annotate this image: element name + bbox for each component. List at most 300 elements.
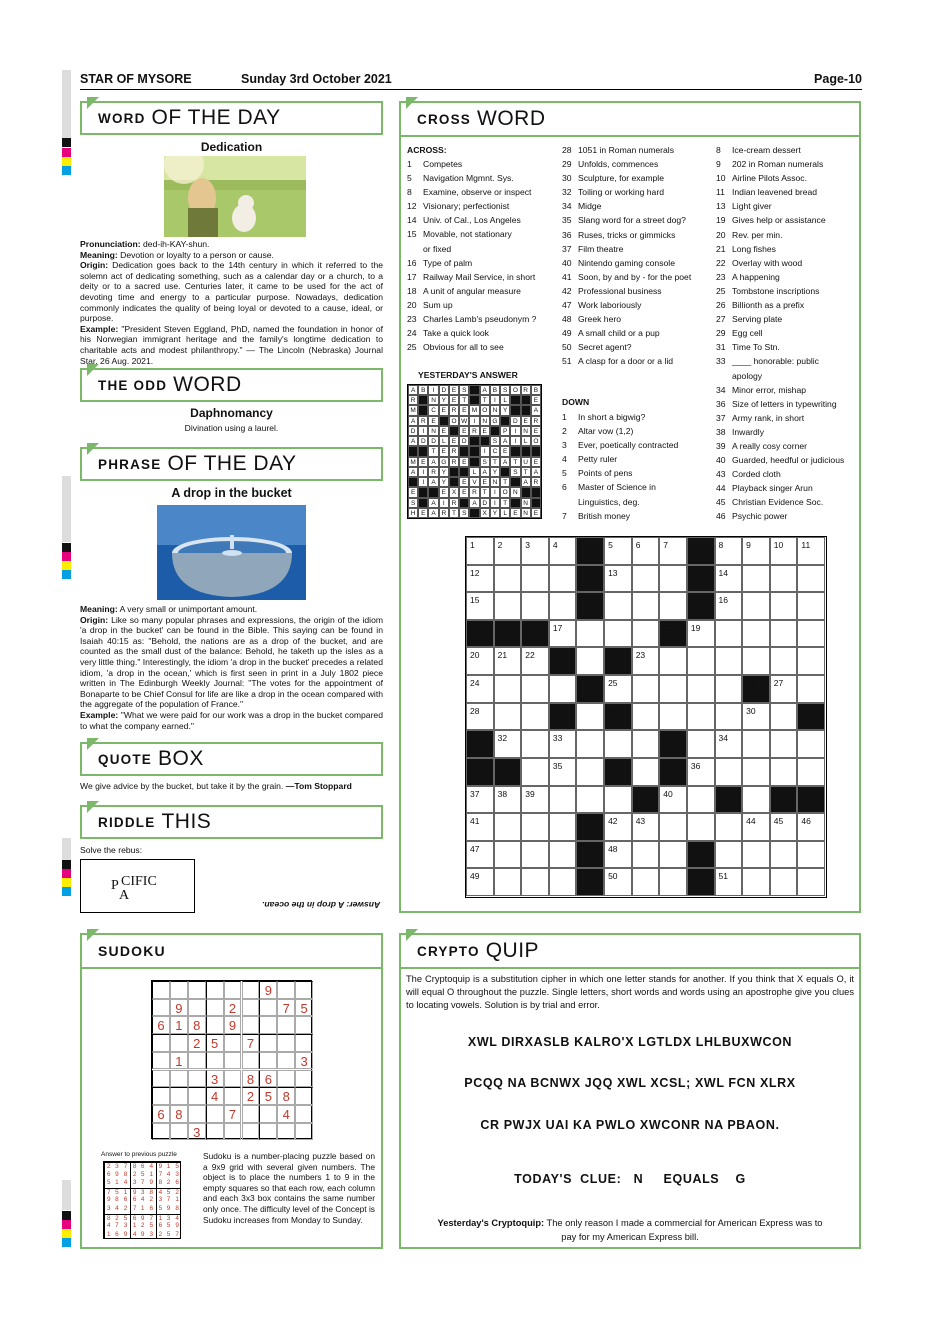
sudoku-cell[interactable]: 4 xyxy=(206,1087,224,1105)
crossword-cell[interactable] xyxy=(521,565,549,593)
sudoku-cell[interactable]: 5 xyxy=(206,1034,224,1052)
crossword-cell[interactable]: 46 xyxy=(797,813,825,841)
crossword-cell[interactable] xyxy=(742,730,770,758)
crossword-cell[interactable] xyxy=(797,620,825,648)
sudoku-cell[interactable] xyxy=(259,1016,277,1034)
crossword-cell[interactable] xyxy=(604,592,632,620)
crossword-cell[interactable] xyxy=(659,841,687,869)
answer-cell: P xyxy=(500,426,510,436)
crossword-cell[interactable] xyxy=(770,703,798,731)
sudoku-cell[interactable] xyxy=(295,1070,313,1088)
prev-sudoku-cell: 7 xyxy=(121,1162,130,1172)
crossword-cell[interactable]: 16 xyxy=(715,592,743,620)
crossword-cell[interactable]: 2 xyxy=(494,537,522,565)
crossword-cell[interactable] xyxy=(687,703,715,731)
crossword-cell[interactable] xyxy=(797,675,825,703)
sudoku-cell[interactable] xyxy=(277,1034,295,1052)
answer-cell: N xyxy=(490,405,500,415)
sudoku-cell[interactable]: 6 xyxy=(152,1016,170,1034)
crossword-cell[interactable]: 21 xyxy=(494,647,522,675)
crossword-cell[interactable] xyxy=(797,592,825,620)
across-clues-col1 xyxy=(407,157,536,354)
prev-sudoku-cell: 8 xyxy=(175,1205,179,1212)
sudoku-cell[interactable] xyxy=(259,1052,277,1070)
sudoku-cell[interactable] xyxy=(170,1070,188,1088)
crossword-cell[interactable] xyxy=(549,813,577,841)
crossword-cell[interactable]: 5 xyxy=(604,537,632,565)
crossword-cell[interactable]: 15 xyxy=(466,592,494,620)
sudoku-cell[interactable] xyxy=(224,1087,242,1105)
crossword-cell[interactable] xyxy=(549,786,577,814)
answer-cell: U xyxy=(521,457,531,467)
answer-cell xyxy=(439,416,449,426)
rebus-box: P CIFIC A xyxy=(80,859,195,913)
answer-cell xyxy=(459,498,469,508)
answer-cell: V xyxy=(469,477,479,487)
clue-item: 10 Airline Pilots Assoc. xyxy=(716,173,807,184)
prev-sudoku-cell: 3 xyxy=(104,1205,113,1214)
answer-cell xyxy=(521,405,531,415)
crossword-cell[interactable] xyxy=(521,730,549,758)
sudoku-cell[interactable]: 9 xyxy=(224,1016,242,1034)
prev-sudoku-cell: 2 xyxy=(173,1188,182,1198)
crossword-cell[interactable] xyxy=(715,813,743,841)
answer-cell xyxy=(469,446,479,456)
prev-sudoku-cell: 2 xyxy=(113,1214,122,1224)
sudoku-cell[interactable] xyxy=(152,981,170,999)
crossword-cell[interactable] xyxy=(742,841,770,869)
answer-cell: N xyxy=(521,508,531,518)
sudoku-cell[interactable]: 2 xyxy=(188,1034,206,1052)
crossword-cell[interactable]: 9 xyxy=(742,537,770,565)
prev-sudoku-cell: 9 xyxy=(130,1188,139,1198)
crossword-cell[interactable] xyxy=(797,730,825,758)
answer-cell: E xyxy=(521,416,531,426)
sudoku-cell[interactable] xyxy=(170,981,188,999)
crossword-cell[interactable] xyxy=(659,703,687,731)
cipher-line-2: PCQQ NA BCNWX JQQ XWL XCSL; XWL FCN XLRX xyxy=(464,1076,796,1090)
crossword-cell[interactable] xyxy=(494,841,522,869)
answer-cell: Y xyxy=(439,467,449,477)
sudoku-cell[interactable]: 5 xyxy=(295,999,313,1017)
prev-sudoku-cell: 7 xyxy=(175,1230,179,1238)
crossword-cell[interactable]: 43 xyxy=(632,813,660,841)
prev-sudoku-cell: 1 xyxy=(121,1188,130,1198)
crossword-cell[interactable]: 42 xyxy=(604,813,632,841)
sudoku-cell[interactable]: 8 xyxy=(188,1016,206,1034)
answer-cell: B xyxy=(418,385,428,395)
crossword-cell[interactable] xyxy=(494,675,522,703)
crossword-cell[interactable]: 30 xyxy=(742,703,770,731)
crossword-cell[interactable] xyxy=(715,647,743,675)
sudoku-cell[interactable]: 9 xyxy=(259,981,277,999)
answer-cell: Y xyxy=(500,405,510,415)
crossword-block xyxy=(466,758,494,786)
crossword-cell[interactable] xyxy=(659,868,687,896)
word-of-day-word: Dedication xyxy=(200,140,263,154)
crossword-cell[interactable] xyxy=(770,647,798,675)
crossword-block xyxy=(466,730,494,758)
prev-sudoku-cell: 7 xyxy=(130,1205,139,1214)
prev-sudoku-cell: 3 xyxy=(149,1230,154,1238)
crossword-cell[interactable] xyxy=(632,868,660,896)
crossword-block xyxy=(549,647,577,675)
crossword-cell[interactable] xyxy=(576,786,604,814)
sudoku-cell[interactable] xyxy=(170,1034,188,1052)
crossword-cell[interactable]: 24 xyxy=(466,675,494,703)
answer-cell: R xyxy=(449,446,459,456)
answer-cell xyxy=(459,467,469,477)
sudoku-cell[interactable] xyxy=(277,981,295,999)
sudoku-cell[interactable]: 3 xyxy=(188,1123,206,1141)
crossword-cell[interactable] xyxy=(521,675,549,703)
answer-cell: S xyxy=(490,436,500,446)
crossword-cell[interactable] xyxy=(770,565,798,593)
sudoku-cell[interactable] xyxy=(188,981,206,999)
crossword-cell[interactable] xyxy=(715,841,743,869)
sudoku-cell[interactable]: 1 xyxy=(170,1052,188,1070)
clue-item: 36 Size of letters in typewriting xyxy=(716,398,837,409)
sudoku-cell[interactable]: 7 xyxy=(224,1105,242,1123)
crossword-cell[interactable]: 48 xyxy=(604,841,632,869)
crossword-cell[interactable] xyxy=(604,620,632,648)
crossword-cell[interactable]: 50 xyxy=(604,868,632,896)
crossword-cell[interactable]: 3 xyxy=(521,537,549,565)
sudoku-cell[interactable] xyxy=(242,1016,260,1034)
prev-sudoku-cell: 2 xyxy=(166,1179,171,1187)
crossword-cell[interactable] xyxy=(742,565,770,593)
crossword-cell[interactable] xyxy=(715,675,743,703)
crossword-cell[interactable] xyxy=(632,703,660,731)
yesterday-label: YESTERDAY'S ANSWER xyxy=(418,370,518,380)
crossword-cell[interactable] xyxy=(632,730,660,758)
crossword-cell[interactable] xyxy=(742,620,770,648)
crossword-cell[interactable] xyxy=(494,813,522,841)
crossword-cell[interactable] xyxy=(687,786,715,814)
crossword-block: 26 xyxy=(742,675,770,703)
crossword-cell[interactable] xyxy=(604,730,632,758)
answer-cell: T xyxy=(510,457,520,467)
crossword-cell[interactable]: 11 xyxy=(797,537,825,565)
sudoku-cell[interactable] xyxy=(224,1123,242,1141)
sudoku-cell[interactable]: 7 xyxy=(242,1034,260,1052)
sudoku-cell[interactable]: 3 xyxy=(206,1070,224,1088)
crossword-cell[interactable]: 36 xyxy=(687,758,715,786)
crossword-cell[interactable] xyxy=(687,675,715,703)
sudoku-cell[interactable] xyxy=(277,1123,295,1141)
crossword-cell[interactable] xyxy=(576,758,604,786)
crossword-cell[interactable] xyxy=(687,730,715,758)
sudoku-cell[interactable] xyxy=(295,981,313,999)
crossword-cell[interactable] xyxy=(687,813,715,841)
riddle-title: RIDDLE THIS xyxy=(80,805,383,839)
sudoku-cell[interactable] xyxy=(206,999,224,1017)
crossword-cell[interactable] xyxy=(521,758,549,786)
sudoku-cell[interactable] xyxy=(188,1052,206,1070)
crossword-cell[interactable] xyxy=(632,841,660,869)
prev-sudoku-cell: 4 xyxy=(140,1196,145,1204)
sudoku-cell[interactable] xyxy=(170,1123,188,1141)
crossword-cell[interactable] xyxy=(549,868,577,896)
crossword-cell[interactable]: 33 xyxy=(549,730,577,758)
crossword-cell[interactable] xyxy=(632,675,660,703)
crossword-cell[interactable] xyxy=(742,868,770,896)
crossword-cell[interactable] xyxy=(632,620,660,648)
sudoku-cell[interactable] xyxy=(277,1070,295,1088)
sudoku-cell[interactable] xyxy=(295,1123,313,1141)
answer-cell: Y xyxy=(490,508,500,518)
crossword-cell[interactable] xyxy=(659,592,687,620)
answer-cell: R xyxy=(428,467,438,477)
crossword-cell[interactable]: 40 xyxy=(659,786,687,814)
crossword-cell[interactable] xyxy=(632,592,660,620)
crossword-cell[interactable]: 22 xyxy=(521,647,549,675)
answer-cell: E xyxy=(449,395,459,405)
sudoku-cell[interactable] xyxy=(242,1123,260,1141)
sudoku-cell[interactable]: 6 xyxy=(259,1070,277,1088)
crossword-cell[interactable]: 20 xyxy=(466,647,494,675)
clue-item: 45 Christian Evidence Soc. xyxy=(716,497,824,508)
crossword-cell[interactable]: 25 xyxy=(604,675,632,703)
sudoku-cell[interactable] xyxy=(259,1105,277,1123)
crossword-cell[interactable] xyxy=(659,565,687,593)
answer-cell: I xyxy=(418,477,428,487)
sudoku-cell[interactable]: 5 xyxy=(259,1087,277,1105)
sudoku-cell[interactable]: 2 xyxy=(224,999,242,1017)
answer-cell: G xyxy=(439,457,449,467)
crossword-cell[interactable] xyxy=(742,786,770,814)
crossword-cell[interactable] xyxy=(576,647,604,675)
crossword-cell[interactable] xyxy=(715,703,743,731)
crossword-block xyxy=(659,730,687,758)
sudoku-cell[interactable] xyxy=(188,1087,206,1105)
crossword-cell[interactable]: 6 xyxy=(632,537,660,565)
crossword-cell[interactable] xyxy=(715,620,743,648)
sudoku-cell[interactable] xyxy=(242,1105,260,1123)
crossword-cell[interactable] xyxy=(770,592,798,620)
crossword-cell[interactable]: 38 xyxy=(494,786,522,814)
sudoku-cell[interactable]: 8 xyxy=(170,1105,188,1123)
answer-cell: X xyxy=(449,487,459,497)
crossword-block xyxy=(715,786,743,814)
crossword-cell[interactable] xyxy=(770,620,798,648)
crossword-cell[interactable] xyxy=(715,758,743,786)
sudoku-cell[interactable] xyxy=(242,1052,260,1070)
sudoku-cell[interactable] xyxy=(152,1123,170,1141)
sudoku-cell[interactable]: 8 xyxy=(277,1087,295,1105)
sudoku-cell[interactable] xyxy=(242,981,260,999)
crossword-cell[interactable] xyxy=(521,813,549,841)
sudoku-cell[interactable] xyxy=(295,1105,313,1123)
answer-cell xyxy=(449,426,459,436)
prev-sudoku-cell: 6 xyxy=(130,1214,139,1224)
crossword-cell[interactable]: 39 xyxy=(521,786,549,814)
sudoku-cell[interactable] xyxy=(152,1052,170,1070)
crossword-cell[interactable]: 35 xyxy=(549,758,577,786)
crossword-cell[interactable] xyxy=(770,730,798,758)
crossword-cell[interactable] xyxy=(576,730,604,758)
sudoku-cell[interactable] xyxy=(206,981,224,999)
answer-cell: N xyxy=(480,416,490,426)
crossword-cell[interactable]: 8 xyxy=(715,537,743,565)
sudoku-cell[interactable]: 7 xyxy=(277,999,295,1017)
sudoku-cell[interactable] xyxy=(295,1034,313,1052)
crossword-cell[interactable] xyxy=(494,565,522,593)
cipher-line-3: CR PWJX UAI KA PWLO XWCONR NA PBAON. xyxy=(480,1118,780,1132)
crossword-block xyxy=(797,786,825,814)
crossword-cell[interactable] xyxy=(687,647,715,675)
crossword-cell[interactable] xyxy=(549,592,577,620)
crossword-cell[interactable] xyxy=(770,758,798,786)
answer-cell: R xyxy=(469,487,479,497)
sudoku-cell[interactable] xyxy=(188,1070,206,1088)
crossword-cell[interactable] xyxy=(521,703,549,731)
across-label: ACROSS: xyxy=(407,145,447,155)
crossword-block xyxy=(576,675,604,703)
crossword-cell[interactable] xyxy=(797,647,825,675)
sudoku-cell[interactable]: 9 xyxy=(170,999,188,1017)
clue-item: 4 Petty ruler xyxy=(562,454,618,465)
crossword-cell[interactable]: 12 xyxy=(466,565,494,593)
crossword-cell[interactable]: 28 xyxy=(466,703,494,731)
clue-item: 20 Rev. per min. xyxy=(716,229,783,240)
crossword-cell[interactable] xyxy=(521,841,549,869)
crossword-cell[interactable] xyxy=(797,841,825,869)
sudoku-cell[interactable] xyxy=(152,1070,170,1088)
crossword-cell[interactable]: 32 xyxy=(494,730,522,758)
crossword-cell[interactable] xyxy=(576,703,604,731)
crossword-cell[interactable]: 27 xyxy=(770,675,798,703)
sudoku-cell[interactable] xyxy=(277,1016,295,1034)
sudoku-cell[interactable] xyxy=(259,999,277,1017)
answer-cell xyxy=(469,457,479,467)
crossword-cell[interactable] xyxy=(494,868,522,896)
crossword-cell[interactable] xyxy=(797,868,825,896)
crossword-cell[interactable] xyxy=(632,565,660,593)
clue-item: 27 Serving plate xyxy=(716,314,783,325)
answer-cell: I xyxy=(469,416,479,426)
crossword-cell[interactable] xyxy=(742,647,770,675)
sudoku-cell[interactable] xyxy=(295,1016,313,1034)
sudoku-cell[interactable] xyxy=(206,1052,224,1070)
sudoku-cell[interactable]: 8 xyxy=(242,1070,260,1088)
answer-cell: E xyxy=(510,508,520,518)
crossword-cell[interactable]: 7 xyxy=(659,537,687,565)
crossword-cell[interactable]: 14 xyxy=(715,565,743,593)
crossword-cell[interactable]: 44 xyxy=(742,813,770,841)
crossword-cell[interactable]: 17 xyxy=(549,620,577,648)
riddle-answer: Answer: A drop in the ocean. xyxy=(262,900,381,910)
crossword-cell[interactable] xyxy=(549,841,577,869)
sudoku-cell[interactable] xyxy=(295,1087,313,1105)
crossword-block xyxy=(576,841,604,869)
crossword-cell[interactable] xyxy=(494,592,522,620)
sudoku-cell[interactable] xyxy=(224,1070,242,1088)
answer-cell: A xyxy=(428,498,438,508)
sudoku-cell[interactable] xyxy=(224,1034,242,1052)
prev-sudoku-cell: 6 xyxy=(138,1162,147,1172)
sudoku-cell[interactable] xyxy=(152,999,170,1017)
crossword-cell[interactable]: 34 xyxy=(715,730,743,758)
crossword-cell[interactable]: 4 xyxy=(549,537,577,565)
sudoku-cell[interactable] xyxy=(206,1016,224,1034)
crossword-cell[interactable] xyxy=(770,868,798,896)
sudoku-cell[interactable] xyxy=(224,981,242,999)
sudoku-cell[interactable] xyxy=(259,1123,277,1141)
crossword-cell[interactable] xyxy=(659,813,687,841)
crossword-cell[interactable]: 19 xyxy=(687,620,715,648)
crossword-cell[interactable]: 51 xyxy=(715,868,743,896)
sudoku-cell[interactable] xyxy=(206,1123,224,1141)
sudoku-cell[interactable] xyxy=(242,999,260,1017)
crossword-cell[interactable] xyxy=(576,620,604,648)
crossword-cell[interactable] xyxy=(797,565,825,593)
answer-cell: T xyxy=(480,487,490,497)
crossword-cell[interactable] xyxy=(604,786,632,814)
crossword-cell[interactable]: 37 xyxy=(466,786,494,814)
crossword-cell[interactable] xyxy=(659,675,687,703)
answer-cell: C xyxy=(490,446,500,456)
crossword-cell[interactable] xyxy=(659,647,687,675)
sudoku-cell[interactable]: 6 xyxy=(152,1105,170,1123)
crossword-cell[interactable]: 41 xyxy=(466,813,494,841)
crossword-cell[interactable] xyxy=(494,703,522,731)
crossword-cell[interactable]: 1 xyxy=(466,537,494,565)
sudoku-cell[interactable] xyxy=(224,1052,242,1070)
answer-cell: A xyxy=(531,405,541,415)
crossword-cell[interactable] xyxy=(632,758,660,786)
crossword-cell[interactable] xyxy=(742,592,770,620)
crossword-cell[interactable]: 13 xyxy=(604,565,632,593)
crossword-cell[interactable] xyxy=(549,675,577,703)
answer-cell: O xyxy=(531,436,541,446)
crossword-cell[interactable]: 47 xyxy=(466,841,494,869)
prev-sudoku-cell: 6 xyxy=(130,1196,139,1205)
answer-cell: A xyxy=(531,467,541,477)
sudoku-cell[interactable] xyxy=(170,1087,188,1105)
sudoku-cell[interactable] xyxy=(259,1034,277,1052)
crossword-cell[interactable] xyxy=(521,868,549,896)
sudoku-cell[interactable]: 1 xyxy=(170,1016,188,1034)
crossword-cell[interactable]: 45 xyxy=(770,813,798,841)
sudoku-cell[interactable] xyxy=(206,1105,224,1123)
answer-cell: E xyxy=(459,487,469,497)
crossword-grid[interactable] xyxy=(465,536,827,898)
prev-sudoku-cell: 6 xyxy=(115,1230,119,1238)
sudoku-cell[interactable] xyxy=(152,1034,170,1052)
crossword-cell[interactable] xyxy=(549,565,577,593)
crossword-cell[interactable]: 49 xyxy=(466,868,494,896)
sudoku-cell[interactable] xyxy=(152,1087,170,1105)
sudoku-cell[interactable]: 3 xyxy=(295,1052,313,1070)
sudoku-cell[interactable] xyxy=(188,999,206,1017)
sudoku-cell[interactable] xyxy=(188,1105,206,1123)
crossword-cell[interactable] xyxy=(742,758,770,786)
crossword-cell[interactable]: 23 xyxy=(632,647,660,675)
answer-cell: D xyxy=(428,436,438,446)
sudoku-cell[interactable]: 4 xyxy=(277,1105,295,1123)
crossword-cell[interactable] xyxy=(770,841,798,869)
sudoku-cell[interactable]: 2 xyxy=(242,1087,260,1105)
crossword-cell[interactable] xyxy=(521,592,549,620)
sudoku-grid[interactable] xyxy=(151,980,312,1139)
crossword-block xyxy=(604,758,632,786)
grey-bar xyxy=(62,70,71,140)
crossword-cell[interactable] xyxy=(797,758,825,786)
crossword-cell[interactable]: 10 xyxy=(770,537,798,565)
clue-item: 34 Minor error, mishap xyxy=(716,384,807,395)
sudoku-cell[interactable] xyxy=(277,1052,295,1070)
